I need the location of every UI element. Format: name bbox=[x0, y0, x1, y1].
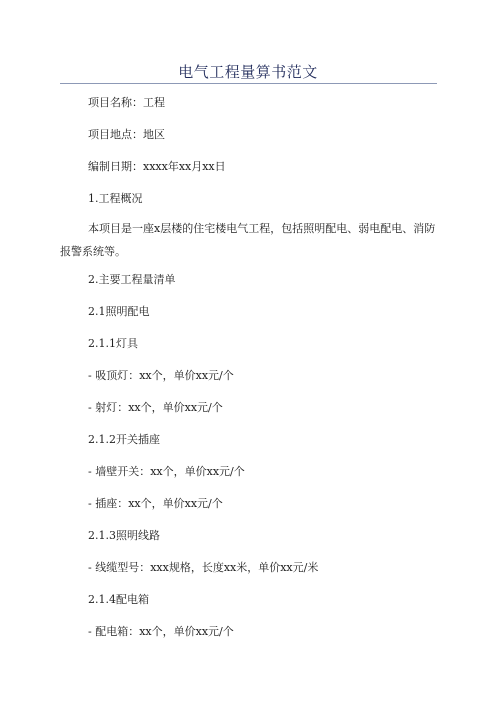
title-divider bbox=[60, 83, 437, 84]
subsection-distribution-box: 2.1.4配电箱 bbox=[88, 593, 149, 606]
project-name: 项目名称：工程 bbox=[88, 96, 165, 109]
list-item-distribution-box: - 配电箱：xx个，单价xx元/个 bbox=[88, 625, 234, 638]
compile-date: 编制日期：xxxx年xx月xx日 bbox=[88, 160, 226, 173]
list-item-ceiling-light: - 吸顶灯：xx个，单价xx元/个 bbox=[88, 369, 234, 382]
subsection-switches-sockets: 2.1.2开关插座 bbox=[88, 433, 160, 446]
subsection-lighting: 2.1照明配电 bbox=[88, 305, 150, 318]
overview-paragraph: 本项目是一座x层楼的住宅楼电气工程，包括照明配电、弱电配电、消防报警系统等。 bbox=[60, 222, 436, 258]
subsection-lighting-wiring: 2.1.3照明线路 bbox=[88, 529, 160, 542]
list-item-spot-light: - 射灯：xx个，单价xx元/个 bbox=[88, 401, 223, 414]
document-title: 电气工程量算书范文 bbox=[178, 63, 318, 81]
list-item-wall-switch: - 墙壁开关：xx个，单价xx元/个 bbox=[88, 465, 245, 478]
section-heading-overview: 1.工程概况 bbox=[88, 192, 143, 205]
list-item-socket: - 插座：xx个，单价xx元/个 bbox=[88, 497, 223, 510]
section-heading-quantities: 2.主要工程量清单 bbox=[88, 273, 176, 286]
project-location: 项目地点：地区 bbox=[88, 128, 165, 141]
list-item-cable: - 线缆型号：xxx规格，长度xx米，单价xx元/米 bbox=[88, 561, 319, 574]
subsection-fixtures: 2.1.1灯具 bbox=[88, 337, 138, 350]
